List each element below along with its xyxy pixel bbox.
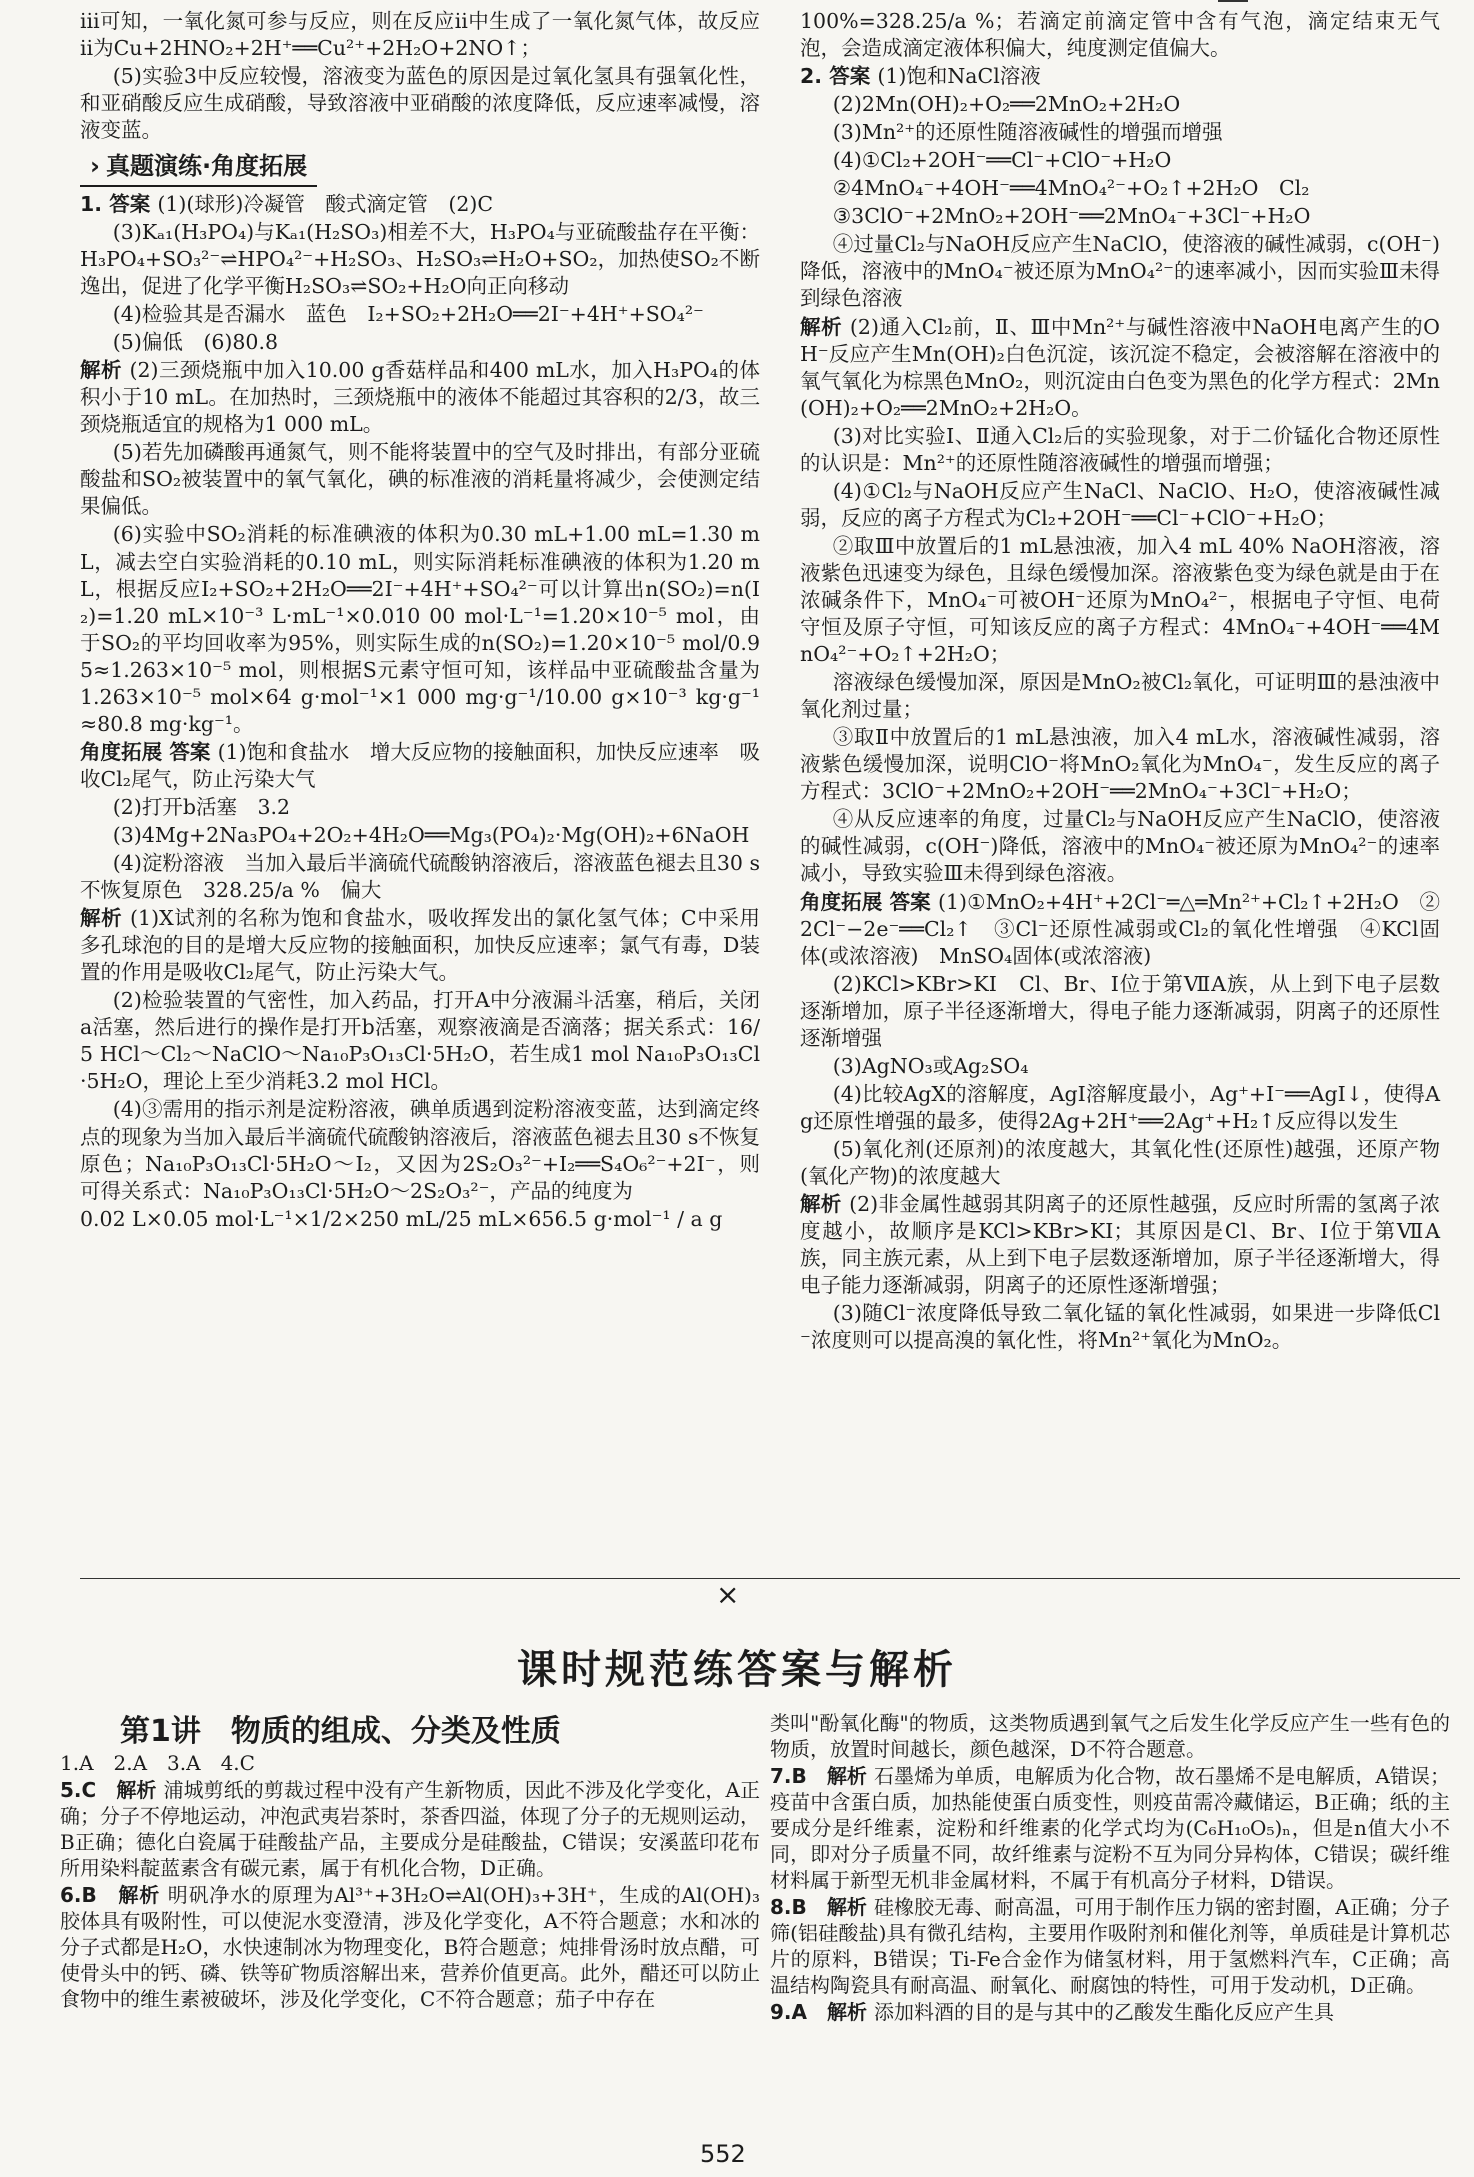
section-banner — [80, 149, 317, 187]
text-paragraph — [80, 301, 760, 328]
text-paragraph — [800, 1300, 1440, 1354]
answer-label: 角度拓展 答案 — [80, 739, 218, 764]
paragraph-text: (2)通入Cl₂前，Ⅱ、Ⅲ中Mn²⁺与碱性溶液中NaOH电离产生的OH⁻反应产生Mn(OH)₂白色沉淀，该沉淀不稳定，会被溶解在溶液中的氧气氧化为棕黑色MnO₂，则沉淀由白色变为黑色的化学方程式：2Mn(OH)₂+O₂══2MnO₂+2H₂O。 — [800, 314, 1440, 420]
text-paragraph — [800, 91, 1440, 118]
answer-label: 9.A 解析 — [770, 2000, 874, 2024]
text-paragraph — [80, 357, 760, 438]
close-mark: × — [716, 1578, 740, 1611]
paragraph-text: (3)4Mg+2Na₃PO₄+2O₂+4H₂O══Mg₃(PO₄)₂·Mg(OH)₂+6NaOH — [112, 822, 750, 847]
section-divider — [80, 1578, 1460, 1579]
text-paragraph — [800, 971, 1440, 1052]
section-banner-label: 真题演练·角度拓展 — [106, 152, 308, 181]
text-paragraph — [800, 724, 1440, 805]
text-paragraph — [80, 8, 760, 62]
paragraph-text: ⅲ可知，一氧化氮可参与反应，则在反应ⅱ中生成了一氧化氮气体，故反应ⅱ为Cu+2HNO₂+2H⁺══Cu²⁺+2H₂O+2NO↑； — [80, 9, 760, 61]
lower-left-column — [60, 1750, 760, 2013]
text-paragraph — [800, 8, 1440, 62]
text-paragraph — [800, 1136, 1440, 1190]
paragraph-text: 0.02 L×0.05 mol·L⁻¹×1/2×250 mL/25 mL×656.5 g·mol⁻¹ / a g — [80, 1206, 723, 1231]
text-paragraph — [80, 1096, 760, 1204]
text-paragraph — [800, 806, 1440, 887]
lower-right-column — [770, 1710, 1450, 2026]
text-paragraph — [800, 1191, 1440, 1299]
section-title: 课时规范练答案与解析 — [517, 1647, 957, 1693]
text-paragraph — [800, 889, 1440, 970]
text-paragraph — [800, 63, 1440, 90]
text-paragraph — [800, 1081, 1440, 1135]
top-rule — [1218, 0, 1248, 2]
text-paragraph — [80, 1206, 760, 1233]
paragraph-text: (4)①Cl₂+2OH⁻══Cl⁻+ClO⁻+H₂O — [832, 148, 1172, 173]
paragraph-text: (5)偏低 (6)80.8 — [112, 330, 279, 355]
text-paragraph — [80, 329, 760, 356]
paragraph-text: (4)③需用的指示剂是淀粉溶液，碘单质遇到淀粉溶液变蓝，达到滴定终点的现象为当加入最后半滴硫代硫酸钠溶液后，溶液蓝色褪去且30 s不恢复原色；Na₁₀P₃O₁₃Cl·5H₂O～I₂，又因为2S₂O₃²⁻+I₂══S₄O₆²⁻+2I⁻，则可得关系式：Na₁₀P₃O₁₃Cl·5H₂O～2S₂O₃²⁻，产品的纯度为 — [80, 1097, 760, 1203]
paragraph-text: (1)(球形)冷凝管 酸式滴定管 (2)C — [157, 191, 494, 216]
answer-label: 5.C 解析 — [60, 1778, 164, 1802]
text-paragraph — [800, 147, 1440, 174]
paragraph-text: (3)AgNO₃或Ag₂SO₄ — [832, 1053, 1029, 1078]
paragraph-text: (1)饱和NaCl溶液 — [877, 64, 1041, 89]
right-column — [800, 8, 1440, 1355]
answer-label: 解析 — [80, 906, 131, 931]
paragraph-text: 石墨烯为单质，电解质为化合物，故石墨烯不是电解质，A错误；疫苗中含蛋白质，加热能使蛋白质变性，则疫苗需冷藏储运，B正确；纸的主要成分是纤维素，淀粉和纤维素的化学式均为(C₆H₁₀O₅)ₙ，但是n值大小不同，即对分子质量不同，故纤维素与淀粉不互为同分异构体，C错误；碳纤维材料属于新型无机非金属材料，不属于有机高分子材料，D错误。 — [770, 1764, 1450, 1892]
answer-label: 8.B 解析 — [770, 1895, 874, 1919]
paragraph-text: (4)比较AgX的溶解度，AgI溶解度最小，Ag⁺+I⁻══AgI↓，使得Ag还原性增强的最多，使得2Ag+2H⁺══2Ag⁺+H₂↑反应得以发生 — [800, 1081, 1440, 1133]
text-paragraph — [800, 119, 1440, 146]
paragraph-text: (6)实验中SO₂消耗的标准碘液的体积为0.30 mL+1.00 mL=1.30 mL，减去空白实验消耗的0.10 mL，则实际消耗标准碘液的体积为1.20 mL，根据反应I₂+SO₂+2H₂O══2I⁻+4H⁺+SO₄²⁻可以计算出n(SO₂)=n(I₂)=1.20 mL×10⁻³ L·mL⁻¹×0.010 00 mol·L⁻¹=1.20×10⁻⁵ mol，由于SO₂的平均回收率为95%，则实际生成的n(SO₂)=1.20×10⁻⁵ mol/0.95≈1.263×10⁻⁵ mol，则根据S元素守恒可知，该样品中亚硫酸盐含量为1.263×10⁻⁵ mol×64 g·mol⁻¹×1 000 mg·g⁻¹/10.00 g×10⁻³ kg·g⁻¹≈80.8 mg·kg⁻¹。 — [80, 522, 760, 736]
text-paragraph — [80, 739, 760, 793]
paragraph-text: ③3ClO⁻+2MnO₂+2OH⁻══2MnO₄⁻+3Cl⁻+H₂O — [832, 204, 1311, 229]
paragraph-text: (2)检验装置的气密性，加入药品，打开A中分液漏斗活塞，稍后，关闭a活塞，然后进行的操作是打开b活塞，观察液滴是否滴落；据关系式：16/5 HCl～Cl₂～NaClO～Na₁₀P₃O₁₃Cl·5H₂O，若生成1 mol Na₁₀P₃O₁₃Cl·5H₂O，理论上至少消耗3.2 mol HCl。 — [80, 988, 760, 1094]
paragraph-text: (3)Kₐ₁(H₃PO₄)与Kₐ₁(H₂SO₃)相差不大，H₃PO₄与亚硫酸盐存在平衡：H₃PO₄+SO₃²⁻⇌HPO₄²⁻+H₂SO₃、H₂SO₃⇌H₂O+SO₂，加热使SO₂不断逸出，促进了化学平衡H₂SO₃⇌SO₂+H₂O向正向移动 — [80, 219, 760, 299]
answer-label: 解析 — [800, 314, 850, 339]
text-paragraph — [80, 822, 760, 849]
paragraph-text: (2)非金属性越弱其阴离子的还原性越强，反应时所需的氢离子浓度越小，故顺序是KCl>KBr>KI；其原因是Cl、Br、I位于第ⅦA族，同主族元素，从上到下电子层数逐渐增加，原子半径逐渐增大，得电子能力逐渐减弱，阴离子的还原性逐渐增强； — [800, 1192, 1440, 1298]
paragraph-text: (2)KCl>KBr>KI Cl、Br、I位于第ⅦA族，从上到下电子层数逐渐增加，原子半径逐渐增大，得电子能力逐渐减弱，阴离子的还原性逐渐增强 — [800, 971, 1440, 1050]
paragraph-text: (3)随Cl⁻浓度降低导致二氧化锰的氧化性减弱，如果进一步降低Cl⁻浓度则可以提高溴的氧化性，将Mn²⁺氧化为MnO₂。 — [800, 1301, 1440, 1353]
paragraph-text: 类叫"酚氧化酶"的物质，这类物质遇到氧气之后发生化学反应产生一些有色的物质，放置时间越长，颜色越深，D不符合题意。 — [770, 1711, 1450, 1761]
text-paragraph — [800, 203, 1440, 230]
answer-label: 7.B 解析 — [770, 1764, 874, 1788]
paragraph-text: ④过量Cl₂与NaOH反应产生NaClO，使溶液的碱性减弱，c(OH⁻)降低，溶液中的MnO₄⁻被还原为MnO₄²⁻的速率减小，因而实验Ⅲ未得到绿色溶液 — [800, 232, 1440, 311]
text-paragraph — [80, 987, 760, 1095]
text-paragraph — [800, 1053, 1440, 1080]
paragraph-text: 100%=328.25/a %；若滴定前滴定管中含有气泡，滴定结束无气泡，会造成滴定液体积偏大，纯度测定值偏大。 — [800, 9, 1440, 61]
paragraph-text: ②取Ⅲ中放置后的1 mL悬浊液，加入4 mL 40% NaOH溶液，溶液紫色迅速变为绿色，且绿色缓慢加深。溶液紫色变为绿色就是由于在浓碱条件下，MnO₄⁻可被OH⁻还原为MnO₄²⁻，根据电子守恒、电荷守恒及原子守恒，可知该反应的离子方程式：4MnO₄⁻+4OH⁻══4MnO₄²⁻+O₂↑+2H₂O； — [800, 533, 1440, 667]
text-paragraph — [80, 439, 760, 520]
paragraph-text: (1)饱和食盐水 增大反应物的接触面积，加快反应速率 吸收Cl₂尾气，防止污染大气 — [80, 739, 760, 791]
answer-label: 解析 — [80, 358, 130, 383]
text-paragraph — [80, 521, 760, 737]
answer-label: 角度拓展 答案 — [800, 889, 938, 914]
text-paragraph — [800, 478, 1440, 532]
text-paragraph — [80, 794, 760, 821]
text-paragraph — [800, 231, 1440, 312]
page-number: 552 — [700, 2140, 746, 2168]
chevron-right-icon: › — [90, 152, 100, 181]
answer-label: 1. 答案 — [80, 191, 158, 216]
text-paragraph — [800, 533, 1440, 668]
paragraph-text: 溶液绿色缓慢加深，原因是MnO₂被Cl₂氧化，可证明Ⅲ的悬浊液中氧化剂过量； — [800, 670, 1440, 722]
text-paragraph — [80, 63, 760, 144]
text-paragraph — [770, 1763, 1450, 1893]
paragraph-text: 添加料酒的目的是与其中的乙酸发生酯化反应产生具 — [873, 2000, 1334, 2024]
paragraph-text: 明矾净水的原理为Al³⁺+3H₂O⇌Al(OH)₃+3H⁺，生成的Al(OH)₃胶体具有吸附性，可以使泥水变澄清，涉及化学变化，A不符合题意；水和冰的分子式都是H₂O，水快速制冰为物理变化，B符合题意；炖排骨汤时放点醋，可使骨头中的钙、磷、铁等矿物质溶解出来，营养价值更高。此外，醋还可以防止食物中的维生素被破坏，涉及化学变化，C不符合题意；茄子中存在 — [60, 1883, 760, 2011]
paragraph-text: (2)2Mn(OH)₂+O₂══2MnO₂+2H₂O — [832, 92, 1181, 117]
text-paragraph — [60, 1882, 760, 2012]
paragraph-text: (5)实验3中反应较慢，溶液变为蓝色的原因是过氧化氢具有强氧化性，和亚硝酸反应生成硝酸，导致溶液中亚硝酸的浓度降低，反应速率减慢，溶液变蓝。 — [80, 64, 760, 143]
text-paragraph — [80, 191, 760, 218]
paragraph-text: (4)淀粉溶液 当加入最后半滴硫代硫酸钠溶液后，溶液蓝色褪去且30 s不恢复原色 328.25/a % 偏大 — [80, 851, 760, 903]
paragraph-text: (4)检验其是否漏水 蓝色 I₂+SO₂+2H₂O══2I⁻+4H⁺+SO₄²⁻ — [112, 302, 704, 327]
paragraph-text: (2)三颈烧瓶中加入10.00 g香菇样品和400 mL水，加入H₃PO₄的体积小于10 mL。在加热时，三颈烧瓶中的液体不能超过其容积的2/3，故三颈烧瓶适宜的规格为1 000 mL。 — [80, 358, 760, 437]
paragraph-text: (5)若先加磷酸再通氮气，则不能将装置中的空气及时排出，有部分亚硫酸盐和SO₂被装置中的氧气氧化，碘的标准液的消耗量将减少，会使测定结果偏低。 — [80, 440, 760, 519]
paragraph-text: (4)①Cl₂与NaOH反应产生NaCl、NaClO、H₂O，使溶液碱性减弱，反应的离子方程式为Cl₂+2OH⁻══Cl⁻+ClO⁻+H₂O； — [800, 478, 1440, 530]
text-paragraph — [80, 905, 760, 986]
text-paragraph — [80, 850, 760, 904]
answer-label: 2. 答案 — [800, 64, 878, 89]
paragraph-text: (1)①MnO₂+4H⁺+2Cl⁻═△═Mn²⁺+Cl₂↑+2H₂O ②2Cl⁻−2e⁻══Cl₂↑ ③Cl⁻还原性减弱或Cl₂的氧化性增强 ④KCl固体(或浓溶液) MnSO₄固体(或浓溶液) — [800, 889, 1440, 968]
text-paragraph — [800, 314, 1440, 422]
text-paragraph — [60, 1777, 760, 1881]
text-paragraph — [80, 219, 760, 300]
lecture-title: 第1讲 物质的组成、分类及性质 — [120, 1714, 561, 1749]
text-paragraph — [800, 423, 1440, 477]
paragraph-text: (3)对比实验Ⅰ、Ⅱ通入Cl₂后的实验现象，对于二价锰化合物还原性的认识是：Mn²⁺的还原性随溶液碱性的增强而增强； — [800, 423, 1440, 475]
paragraph-text: 1.A 2.A 3.A 4.C — [60, 1751, 255, 1775]
answer-label: 解析 — [800, 1192, 850, 1217]
paragraph-text: (1)X试剂的名称为饱和食盐水，吸收挥发出的氯化氢气体；C中采用多孔球泡的目的是增大反应物的接触面积，加快反应速率；氯气有毒，D装置的作用是吸收Cl₂尾气，防止污染大气。 — [80, 906, 760, 985]
text-paragraph — [800, 175, 1440, 202]
answer-label: 6.B 解析 — [60, 1883, 168, 1907]
paragraph-text: (3)Mn²⁺的还原性随溶液碱性的增强而增强 — [832, 120, 1223, 145]
text-paragraph — [770, 1894, 1450, 1998]
paragraph-text: ②4MnO₄⁻+4OH⁻══4MnO₄²⁻+O₂↑+2H₂O Cl₂ — [832, 176, 1310, 201]
text-paragraph — [60, 1750, 760, 1776]
paragraph-text: 浦城剪纸的剪裁过程中没有产生新物质，因此不涉及化学变化，A正确；分子不停地运动，冲泡武夷岩茶时，茶香四溢，体现了分子的无规则运动，B正确；德化白瓷属于硅酸盐产品，主要成分是硅酸盐，C错误；安溪蓝印花布所用染料靛蓝素含有碳元素，属于有机化合物，D正确。 — [60, 1778, 760, 1880]
left-column — [80, 8, 760, 1234]
paragraph-text: (2)打开b活塞 3.2 — [112, 794, 291, 819]
text-paragraph — [770, 1999, 1450, 2025]
text-paragraph — [800, 669, 1440, 723]
paragraph-text: ③取Ⅱ中放置后的1 mL悬浊液，加入4 mL水，溶液碱性减弱，溶液紫色缓慢加深，说明ClO⁻将MnO₂氧化为MnO₄⁻，发生反应的离子方程式：3ClO⁻+2MnO₂+2OH⁻══2MnO₄⁻+3Cl⁻+H₂O； — [800, 725, 1440, 804]
text-paragraph — [770, 1710, 1450, 1762]
paragraph-text: 硅橡胶无毒、耐高温，可用于制作压力锅的密封圈，A正确；分子筛(铝硅酸盐)具有微孔结构，主要用作吸附剂和催化剂等，单质硅是计算机芯片的原料，B错误；Ti-Fe合金作为储氢材料，用于氢燃料汽车，C正确；高温结构陶瓷具有耐高温、耐氧化、耐腐蚀的特性，可用于发动机，D正确。 — [770, 1895, 1450, 1997]
paragraph-text: (5)氧化剂(还原剂)的浓度越大，其氧化性(还原性)越强，还原产物(氧化产物)的浓度越大 — [800, 1136, 1440, 1188]
paragraph-text: ④从反应速率的角度，过量Cl₂与NaOH反应产生NaClO，使溶液的碱性减弱，c(OH⁻)降低，溶液中的MnO₄⁻被还原为MnO₄²⁻的速率减小，导致实验Ⅲ未得到绿色溶液。 — [800, 807, 1440, 886]
